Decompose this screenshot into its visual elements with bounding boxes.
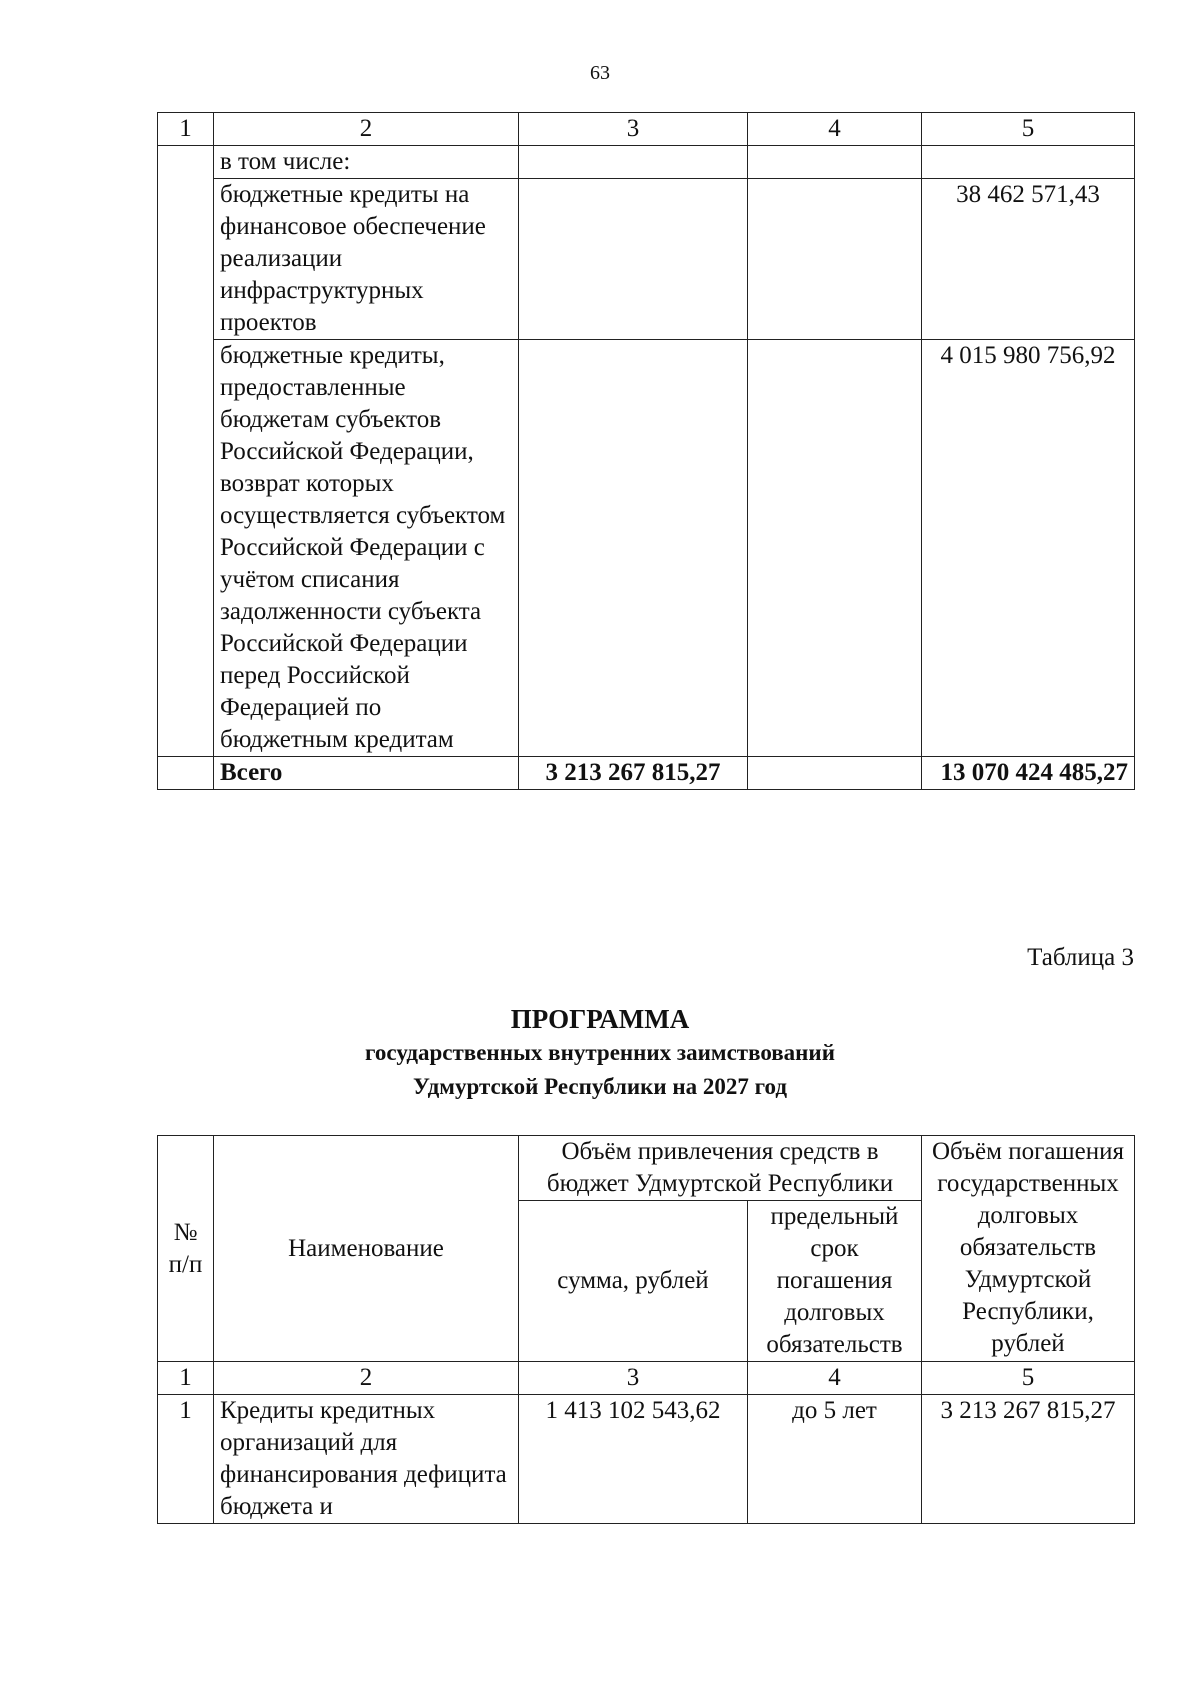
row-repayment: 38 462 571,43 — [922, 179, 1135, 340]
header-num: № п/п — [158, 1136, 214, 1362]
row-num: 1 — [158, 1395, 214, 1524]
empty-cell — [519, 146, 748, 179]
header-term: предельный срок погашения долговых обязательств — [748, 1201, 922, 1362]
col-number-1: 1 — [158, 1362, 214, 1395]
program-subtitle-1: государственных внутренних заимствований — [365, 1040, 835, 1065]
header-attraction: Объём привлечения средств в бюджет Удмуртской Республики — [519, 1136, 922, 1201]
empty-cell — [748, 146, 922, 179]
borrowing-program-table — [157, 1135, 1135, 1524]
program-title: ПРОГРАММА — [510, 1004, 690, 1034]
table-row — [158, 179, 1135, 340]
table-row — [158, 340, 1135, 757]
total-label: Всего — [214, 757, 519, 790]
row-name: бюджетные кредиты, предоставленные бюджетам субъектов Российской Федерации, возврат которых осуществляется субъектом Российской Федерации с учётом списания задолженности субъекта Российской Федерации перед Российской Федерацией по бюджетным кредитам — [214, 340, 519, 757]
row-repayment: 3 213 267 815,27 — [922, 1395, 1135, 1524]
table-label: Таблица 3 — [1027, 944, 1134, 971]
header-row — [158, 1136, 1135, 1201]
col-number-4: 4 — [748, 113, 922, 146]
total-term — [748, 757, 922, 790]
row-name: Кредиты кредитных организаций для финансирования дефицита бюджета и — [214, 1395, 519, 1524]
col-number-2: 2 — [214, 1362, 519, 1395]
row-repayment: 4 015 980 756,92 — [922, 340, 1135, 757]
empty-cell — [922, 146, 1135, 179]
row-sum — [519, 340, 748, 757]
table-row — [158, 1395, 1135, 1524]
header-repayment: Объём погашения государственных долговых обязательств Удмуртской Республики, рублей — [922, 1136, 1135, 1362]
row-sum: 1 413 102 543,62 — [519, 1395, 748, 1524]
col-number-4: 4 — [748, 1362, 922, 1395]
col-number-2: 2 — [214, 113, 519, 146]
row-name: бюджетные кредиты на финансовое обеспечение реализации инфраструктурных проектов — [214, 179, 519, 340]
empty-cell — [158, 757, 214, 790]
col-number-3: 3 — [519, 113, 748, 146]
col-number-5: 5 — [922, 113, 1135, 146]
total-repayment: 13 070 424 485,27 — [922, 757, 1135, 790]
borrowings-table-continued — [157, 112, 1135, 790]
row-term — [748, 179, 922, 340]
table-row — [158, 146, 1135, 179]
empty-num-cell — [158, 146, 214, 757]
row-sum — [519, 179, 748, 340]
column-number-row — [158, 1362, 1135, 1395]
total-row — [158, 757, 1135, 790]
column-number-row — [158, 113, 1135, 146]
in-that-number-label: в том числе: — [214, 146, 519, 179]
page-number: 63 — [590, 62, 610, 84]
header-sum: сумма, рублей — [519, 1201, 748, 1362]
col-number-3: 3 — [519, 1362, 748, 1395]
program-subtitle-2: Удмуртской Республики на 2027 год — [412, 1074, 788, 1099]
total-sum: 3 213 267 815,27 — [519, 757, 748, 790]
header-name: Наименование — [214, 1136, 519, 1362]
row-term: до 5 лет — [748, 1395, 922, 1524]
col-number-1: 1 — [158, 113, 214, 146]
row-term — [748, 340, 922, 757]
col-number-5: 5 — [922, 1362, 1135, 1395]
